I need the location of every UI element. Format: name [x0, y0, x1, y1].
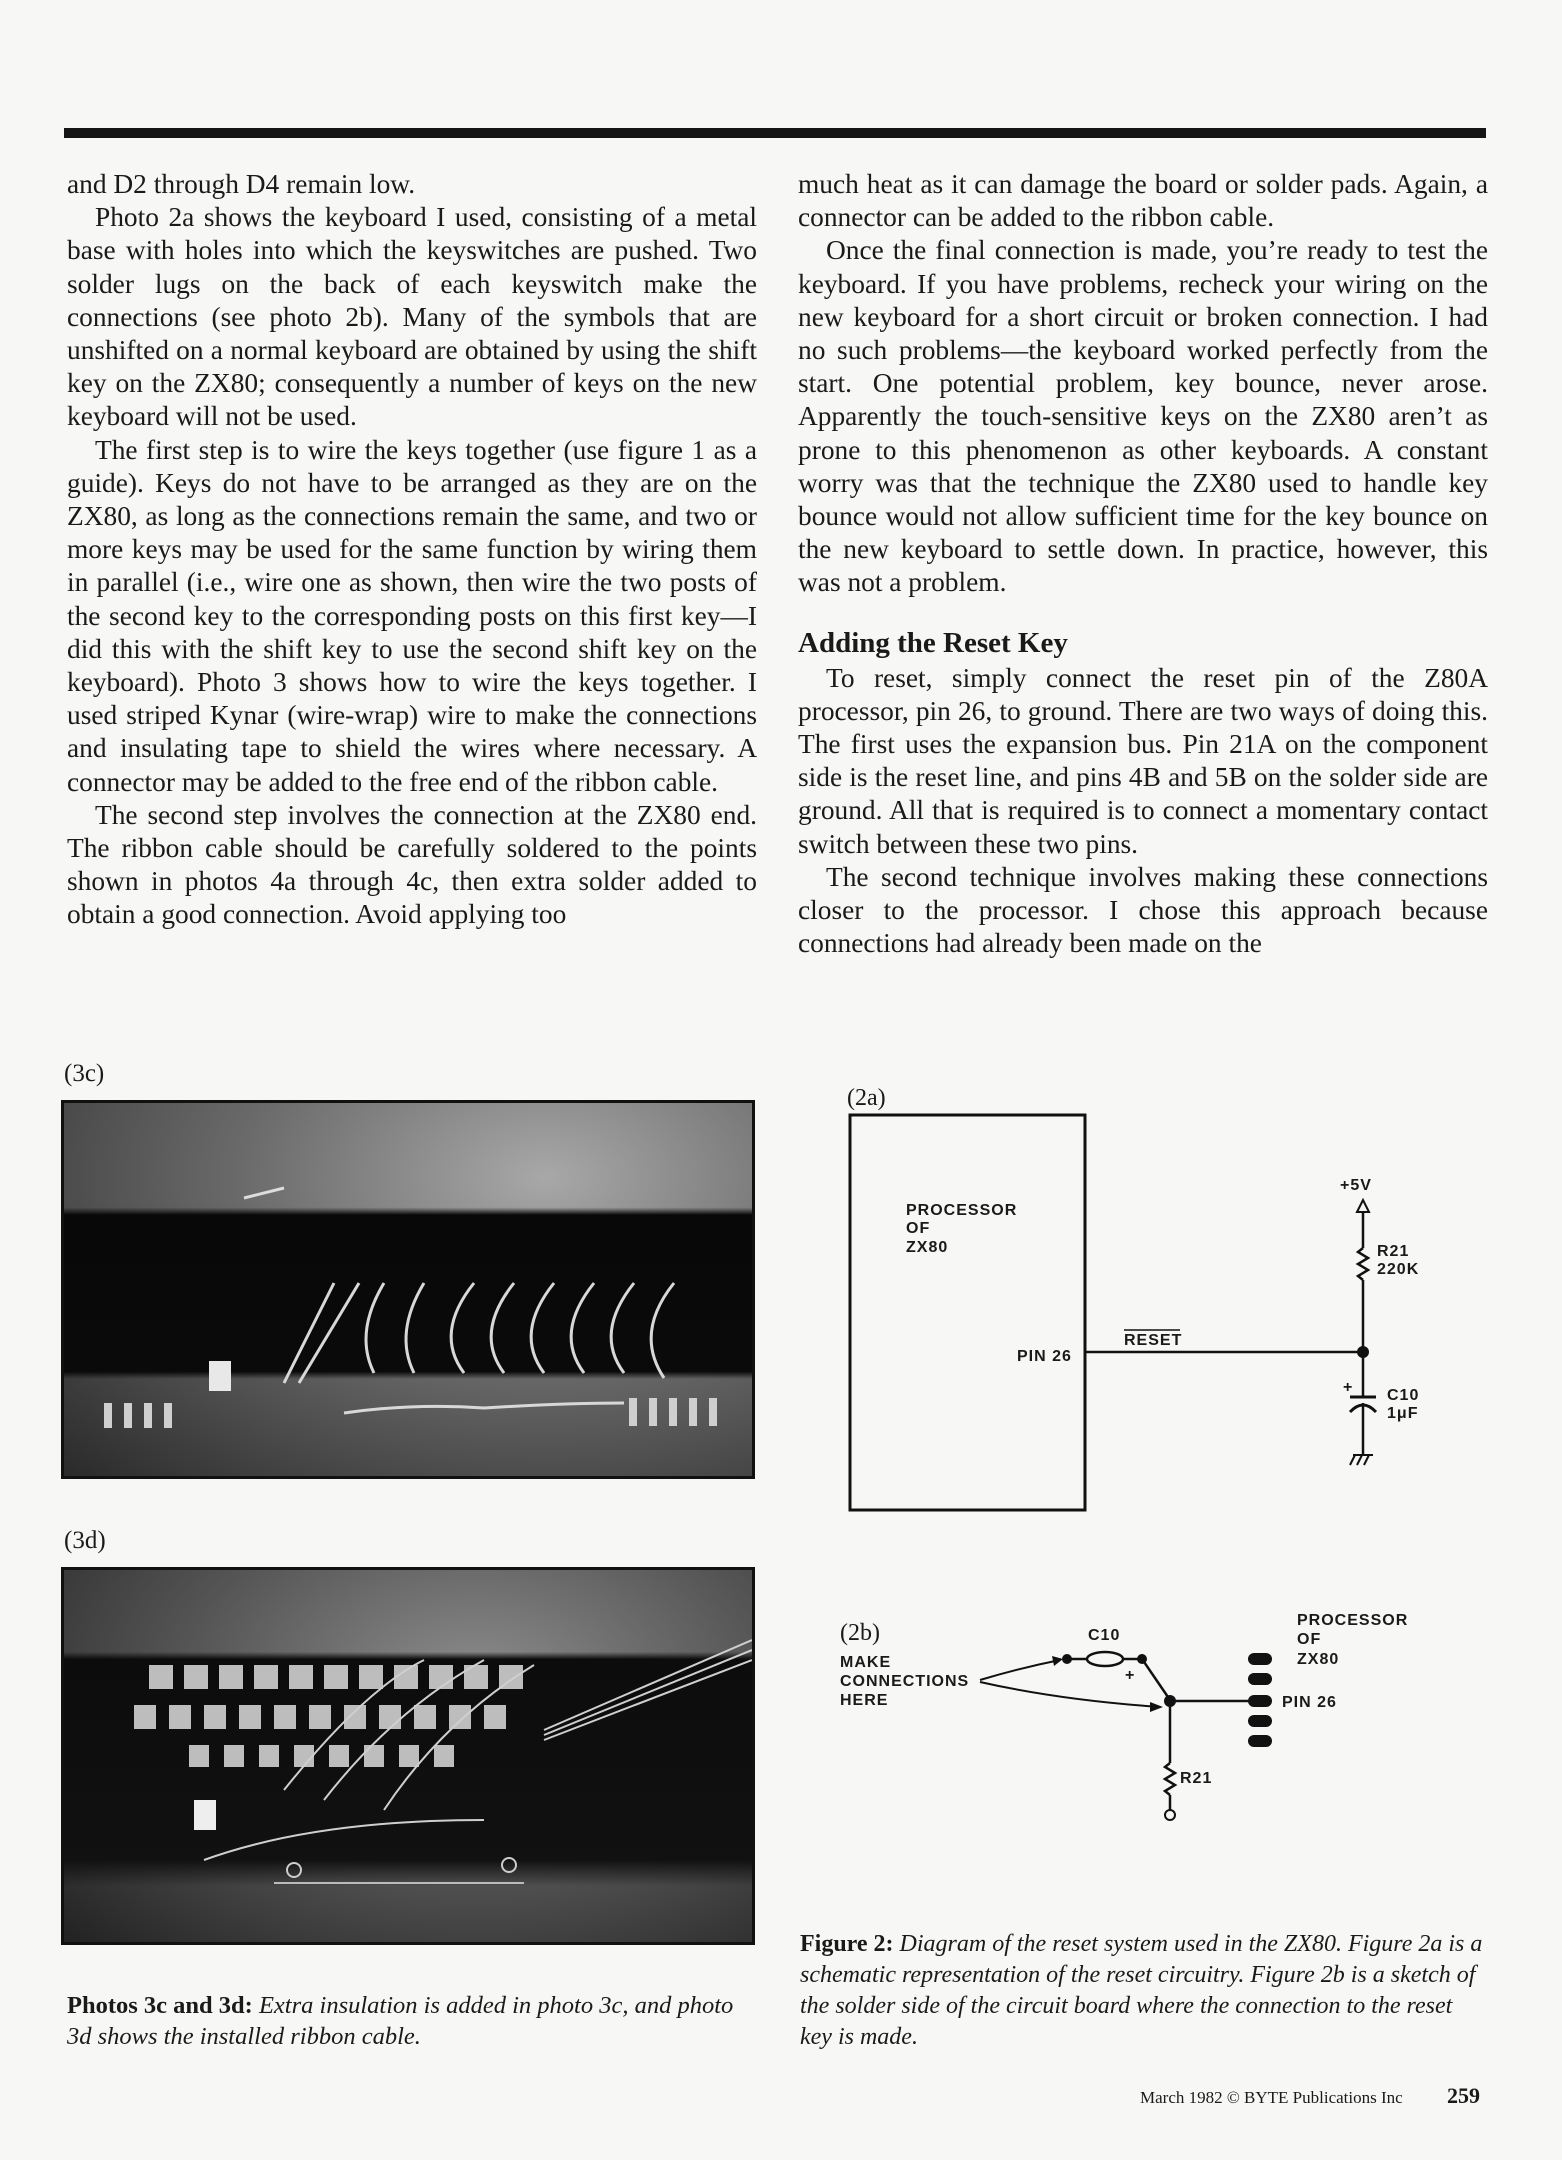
- pin-label: PIN 26: [1282, 1694, 1337, 1711]
- make-connections-label: HERE: [840, 1692, 889, 1709]
- paragraph: Photo 2a shows the keyboard I used, consisting of a metal base with holes into which the keyswitches are pushed. Two solder lugs on the back of each keyswitch make the connections (see photo 2b). Many of the symbols that are unshifted on a normal keyboard are obtained by using the shift key on the ZX80; consequently a number of keys on the new keyboard will not be used.: [67, 202, 757, 432]
- photo-3c-label: (3c): [64, 1060, 105, 1087]
- polarity-mark: +: [1343, 1379, 1354, 1396]
- reset-label: RESET: [1124, 1332, 1183, 1349]
- paragraph: The second technique involves making these connections closer to the processor. I chose this approach because connections had already been made on the: [798, 861, 1488, 959]
- resistor-icon: [1165, 1763, 1175, 1795]
- processor-block: [850, 1115, 1085, 1510]
- supply-arrow-icon: [1357, 1200, 1369, 1212]
- pin-label: PIN 26: [1017, 1348, 1072, 1365]
- processor-label: ZX80: [906, 1239, 949, 1256]
- make-connections-label: MAKE: [840, 1654, 892, 1671]
- figure-2b-label: (2b): [840, 1620, 880, 1646]
- paragraph: and D2 through D4 remain low.: [67, 169, 416, 199]
- processor-label: OF: [1297, 1631, 1322, 1648]
- ground-icon: [1350, 1455, 1373, 1465]
- processor-label: PROCESSOR: [906, 1202, 1018, 1219]
- processor-label: PROCESSOR: [1297, 1612, 1409, 1629]
- resistor-name: R21: [1377, 1243, 1410, 1260]
- figure-2a-label: (2a): [847, 1085, 886, 1111]
- resistor-icon: [1358, 1248, 1368, 1280]
- supply-label: +5V: [1340, 1177, 1372, 1194]
- caption-label: Figure 2:: [800, 1931, 894, 1957]
- caption-label: Photos 3c and 3d:: [67, 1992, 253, 2019]
- section-heading: Adding the Reset Key: [798, 626, 1068, 659]
- processor-label: OF: [906, 1220, 931, 1237]
- terminal-icon: [1165, 1810, 1175, 1820]
- caption-text: Diagram of the reset system used in the ZX80. Figure 2a is a schematic representation of the reset circuitry. Figure 2b is a sketch of the solder side of the circuit board where the connection to the reset key is made.: [800, 1931, 1483, 2050]
- capacitor-value: 1μF: [1387, 1405, 1419, 1422]
- paragraph: much heat as it can damage the board or solder pads. Again, a connector can be added to the ribbon cable.: [798, 169, 1488, 233]
- paragraph: The second step involves the connection at the ZX80 end. The ribbon cable should be carefully soldered to the points shown in photos 4a through 4c, then extra solder added to obtain a good connection. Avoid applying too: [67, 799, 757, 930]
- solder-pads-icon: [1248, 1653, 1272, 1747]
- make-connections-label: CONNECTIONS: [840, 1673, 970, 1690]
- capacitor-name: C10: [1088, 1627, 1121, 1644]
- polarity-mark: +: [1125, 1667, 1136, 1684]
- page-number: 259: [1447, 2083, 1480, 2108]
- capacitor-name: C10: [1387, 1387, 1420, 1404]
- paragraph: Once the final connection is made, you’re ready to test the keyboard. If you have problems, recheck your wiring on the new keyboard for a short circuit or broken connection. I had no such problems—the keyboard worked perfectly from the start. One potential problem, key bounce, never arose. Apparently the touch-sensitive keys on the ZX80 aren’t as prone to this phenomenon as other keyboards. A constant worry was that the technique the ZX80 used to handle key bounce would not allow sufficient time for the key bounce on the new keyboard to settle down. In practice, however, this was not a problem.: [798, 235, 1488, 598]
- capacitor-icon: [1087, 1652, 1123, 1666]
- paragraph: To reset, simply connect the reset pin of the Z80A processor, pin 26, to ground. There are two ways of doing this. The first uses the expansion bus. Pin 21A on the component side is the reset line, and pins 4B and 5B on the solder side are ground. All that is required is to connect a momentary contact switch between these two pins.: [798, 662, 1488, 859]
- paragraph: The first step is to wire the keys together (use figure 1 as a guide). Keys do not have to be arranged as they are on the ZX80, as long as the connections remain the same, and two or more keys may be used for the same function by wiring them in parallel (i.e., wire one as shown, then wire the two posts of the second key to the corresponding posts on this first key—I did this with the shift key to use the second shift key on the keyboard). Photo 3 shows how to wire the keys together. I used striped Kynar (wire-wrap) wire to make the connections and insulating tape to shield the wires where necessary. A connector may be added to the free end of the ribbon cable.: [67, 434, 757, 797]
- photo-3d-label: (3d): [64, 1527, 106, 1554]
- resistor-value: 220K: [1377, 1261, 1420, 1278]
- resistor-name: R21: [1180, 1770, 1213, 1787]
- footer-credit: March 1982 © BYTE Publications Inc: [1140, 2088, 1403, 2107]
- arrow-icon: [980, 1682, 1160, 1707]
- caption-text: Extra insulation is added in photo 3c, and photo 3d shows the installed ribbon cable.: [67, 1992, 734, 2050]
- arrow-icon: [980, 1660, 1060, 1680]
- processor-label: ZX80: [1297, 1651, 1340, 1668]
- figure-2-caption: [800, 1929, 1490, 2053]
